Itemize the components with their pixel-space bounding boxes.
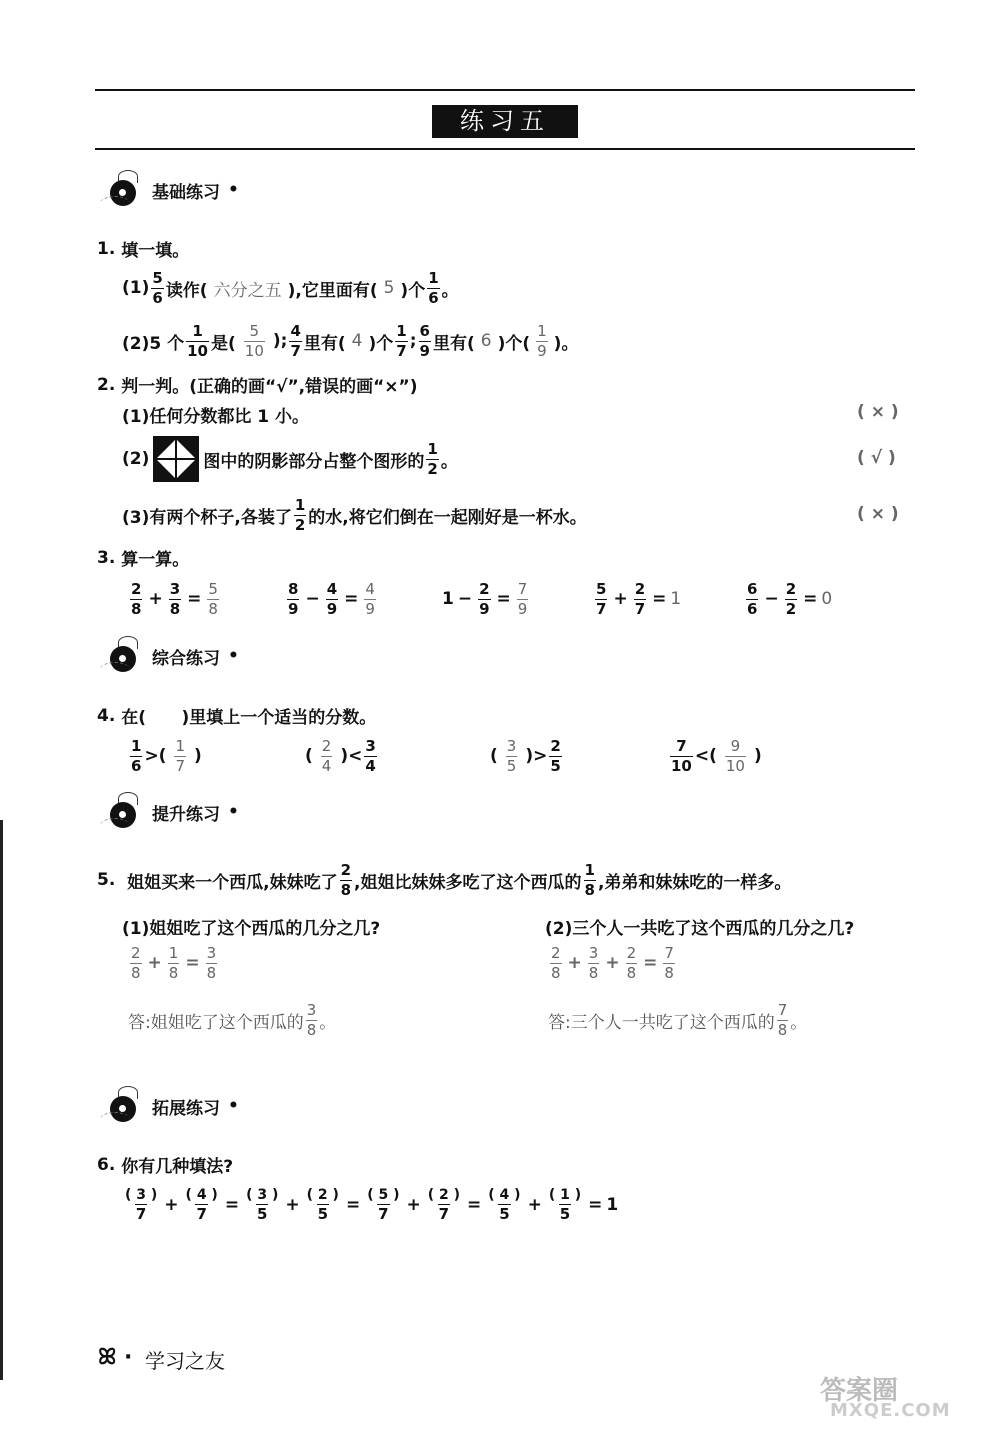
relation: >(	[144, 746, 167, 766]
fraction: 1 6	[131, 736, 142, 775]
section-dot: •	[228, 802, 239, 822]
answer-fraction: $\frac{2}{8}$	[626, 943, 637, 982]
fraction: 2 5	[550, 736, 561, 775]
text: 。	[441, 280, 459, 301]
operator: +	[285, 1195, 300, 1215]
q2-part3	[122, 494, 587, 536]
footer-title: 学习之友	[145, 1349, 225, 1373]
fraction: $\frac{( 5 )}{7}$	[367, 1187, 400, 1223]
fraction: $\frac{2}{9}$	[479, 579, 490, 618]
operator: −	[305, 589, 320, 609]
equals-sign: =	[187, 589, 202, 609]
section-label: 综合练习	[152, 648, 220, 669]
section-dot: •	[228, 1096, 239, 1116]
part-label: (2)5 个	[122, 333, 185, 354]
operator: +	[567, 953, 582, 973]
answer: 5	[383, 278, 395, 298]
answer-fraction: $\frac{7}{8}$	[664, 943, 674, 982]
watermark-logo: 答案圈	[820, 1376, 899, 1406]
answer-fraction: 1 7	[175, 736, 185, 775]
section-label: 基础练习	[152, 182, 220, 203]
fraction: $\frac{2}{7}$	[634, 579, 646, 618]
answer: 0	[821, 589, 833, 609]
answer: 4	[351, 331, 363, 351]
answer-fraction: $\frac{4}{9}$	[365, 579, 375, 618]
fraction: 1 2	[294, 495, 306, 534]
text: (	[490, 746, 498, 766]
text: )。	[553, 333, 579, 354]
relation: )<	[340, 746, 363, 766]
equals-sign: =	[344, 589, 359, 609]
equals-sign: =	[496, 589, 511, 609]
text: 里有(	[432, 333, 475, 354]
fraction: $\frac{( 2 )}{7}$	[427, 1187, 461, 1223]
text: ;	[409, 331, 417, 351]
q5-sub1-answer	[128, 998, 336, 1042]
q6-heading	[97, 1152, 233, 1177]
judge-mark: ( × )	[857, 504, 899, 524]
equals-sign: =	[224, 1195, 240, 1215]
q6-equation	[122, 1182, 618, 1228]
fraction: $\frac{2}{2}$	[785, 579, 797, 618]
text: 姐姐买来一个西瓜,妹妹吃了	[127, 872, 338, 893]
section-label: 拓展练习	[152, 1098, 220, 1119]
q4-item	[305, 733, 379, 779]
text: 读作(	[165, 280, 208, 301]
answer-fraction: $\frac{7}{9}$	[517, 579, 528, 618]
fraction: ( 3 ) 7	[125, 1187, 158, 1223]
watermark-url: MXQE.COM	[830, 1400, 951, 1421]
fraction: 5 6	[152, 268, 163, 307]
section-dot: •	[228, 180, 239, 200]
bell-mascot-icon	[100, 636, 140, 676]
operator: +	[527, 1195, 542, 1215]
statement: 图中的阴影部分占整个图形的	[203, 451, 425, 472]
operator: +	[605, 953, 620, 973]
judge-mark: ( √ )	[857, 448, 896, 468]
operator: +	[147, 953, 162, 973]
fraction: 2 8	[131, 579, 142, 618]
fraction: 8 9	[288, 579, 299, 618]
answer-fraction: 2 8	[131, 943, 141, 982]
result: 1	[606, 1195, 619, 1215]
text: ),它里面有(	[287, 280, 378, 301]
statement: (3)有两个杯子,各装了	[122, 507, 292, 528]
text: 是(	[211, 333, 236, 354]
page-edge-bar	[0, 820, 3, 1380]
fraction: 5 7	[596, 579, 607, 618]
fraction: 1 7	[396, 321, 407, 360]
question-title: 判一判。(正确的画“√”,错误的画“×”)	[121, 377, 418, 397]
fraction: 1 8	[584, 860, 595, 899]
q3-item	[128, 576, 221, 622]
question-number: 1.	[97, 238, 116, 259]
answer-fraction: $\frac{3}{8}$	[206, 943, 217, 982]
q2-part1	[122, 402, 309, 427]
title-rule	[95, 148, 915, 150]
text: )	[194, 746, 202, 766]
section-extension	[100, 1086, 239, 1126]
q3-item	[744, 576, 832, 622]
answer-fraction: 3 8	[306, 1000, 317, 1039]
question-number: 3.	[97, 547, 116, 568]
answer-fraction: 5 10	[244, 321, 264, 360]
section-dot: •	[228, 646, 239, 666]
answer-fraction: $\frac{5}{8}$	[208, 579, 218, 618]
fraction: 1 10	[187, 321, 208, 360]
shaded-square-figure	[153, 436, 199, 482]
bell-mascot-icon	[100, 792, 140, 832]
fraction: 7 10	[671, 736, 692, 775]
equals-sign: =	[588, 1195, 603, 1215]
answer: 1	[670, 589, 682, 609]
answer-fraction: 2 4	[321, 736, 332, 775]
fraction: $\frac{3}{8}$	[169, 579, 181, 618]
section-advanced	[100, 792, 239, 832]
judge-mark: ( × )	[857, 402, 899, 422]
fraction: 6 9	[419, 321, 430, 360]
text: );	[272, 331, 288, 351]
text: (	[305, 746, 313, 766]
answer: 六分之五	[213, 280, 282, 301]
q5-stem	[97, 858, 791, 902]
part-label: (2)	[122, 449, 150, 469]
operator: +	[613, 589, 628, 609]
operator: =	[643, 953, 658, 973]
answer-fraction: $\frac{3}{8}$	[588, 943, 599, 982]
q1-heading	[97, 236, 189, 261]
q4-item	[668, 733, 762, 779]
section-basic	[100, 170, 239, 210]
q5-sub1-calc	[128, 940, 219, 986]
equals-sign: =	[467, 1195, 482, 1215]
fraction: $\frac{( 4 )}{5}$	[488, 1187, 521, 1223]
operator: +	[164, 1195, 179, 1215]
fraction: 6 6	[747, 579, 758, 618]
question-number: 6.	[97, 1154, 116, 1175]
text: )个	[400, 280, 426, 301]
answer-fraction: 9 10	[725, 736, 745, 775]
number: 1	[442, 589, 454, 609]
text: 。	[790, 1012, 808, 1033]
q4-heading	[97, 703, 376, 728]
answer-fraction: 3 5	[506, 736, 517, 775]
text: )个	[368, 333, 394, 354]
q1-part2	[122, 320, 578, 362]
answer: 6	[480, 331, 492, 351]
relation: )>	[525, 746, 548, 766]
fraction: $\frac{( 4 )}{7}$	[185, 1187, 218, 1223]
fraction: 1 2	[427, 439, 438, 478]
equals-sign: =	[803, 589, 818, 609]
q2-heading	[97, 372, 418, 397]
relation: <(	[694, 746, 717, 766]
text: )	[753, 746, 762, 766]
publisher-logo: ꕤ ·	[98, 1345, 133, 1370]
text: 里有(	[303, 333, 346, 354]
text: ,姐姐比妹妹多吃了这个西瓜的	[354, 872, 582, 893]
operator: +	[406, 1195, 421, 1215]
fraction: $\frac{( 3 )}{5}$	[246, 1187, 279, 1223]
question-number: 4.	[97, 705, 116, 726]
q2-part2	[122, 434, 458, 484]
answer-text: 答:姐姐吃了这个西瓜的	[128, 1012, 304, 1033]
q5-sub2-answer	[548, 998, 807, 1042]
q4-item	[128, 733, 202, 779]
text: ,弟弟和妹妹吃的一样多。	[597, 872, 792, 893]
answer-fraction: $\frac{1}{8}$	[168, 943, 179, 982]
q3-item	[285, 576, 378, 622]
answer-fraction: 7 8	[777, 1000, 788, 1039]
text: 。	[440, 451, 458, 472]
statement: 的水,将它们倒在一起刚好是一杯水。	[308, 507, 587, 528]
operator: =	[185, 953, 200, 973]
operator: +	[148, 589, 163, 609]
equals-sign: =	[345, 1195, 361, 1215]
part-label: (1)	[122, 278, 150, 298]
q5-sub2-question: (2)三个人一共吃了这个西瓜的几分之几?	[545, 919, 855, 939]
question-number: 5.	[97, 870, 116, 890]
equals-sign: =	[652, 589, 667, 609]
fraction: $\frac{( 1 )}{5}$	[548, 1187, 582, 1223]
fraction: 3 4	[365, 736, 376, 775]
answer-text: 答:三个人一共吃了这个西瓜的	[548, 1012, 775, 1033]
fraction: $\frac{( 2 )}{5}$	[306, 1187, 339, 1223]
text: 。	[319, 1012, 337, 1033]
question-title: 算一算。	[121, 550, 190, 570]
statement: (1)任何分数都比 1 小。	[122, 407, 310, 427]
bell-mascot-icon	[100, 1086, 140, 1126]
q5-sub1-question: (1)姐姐吃了这个西瓜的几分之几?	[122, 919, 381, 939]
q1-part1	[122, 268, 459, 308]
text: )个(	[497, 333, 531, 354]
top-rule	[95, 89, 915, 91]
bell-mascot-icon	[100, 170, 140, 210]
page-title: 练习五	[432, 105, 578, 138]
question-number: 2.	[97, 374, 116, 395]
section-comprehensive	[100, 636, 239, 676]
q3-item	[442, 576, 530, 622]
fraction: 2 8	[340, 860, 352, 899]
operator: −	[764, 589, 779, 609]
answer-fraction: 2 8	[551, 943, 561, 982]
question-title: 你有几种填法?	[121, 1157, 234, 1177]
fraction: $\frac{4}{9}$	[326, 579, 338, 618]
q5-sub2-calc	[548, 940, 677, 986]
q3-item	[593, 576, 681, 622]
question-title: 在( )里填上一个适当的分数。	[121, 708, 377, 728]
answer-fraction: 1 9	[537, 321, 547, 360]
question-title: 填一填。	[121, 241, 190, 261]
q4-item	[490, 733, 564, 779]
q3-heading	[97, 545, 189, 570]
fraction: 1 6	[428, 268, 439, 307]
fraction: 4 7	[290, 321, 301, 360]
operator: −	[457, 589, 473, 609]
section-label: 提升练习	[152, 804, 220, 825]
